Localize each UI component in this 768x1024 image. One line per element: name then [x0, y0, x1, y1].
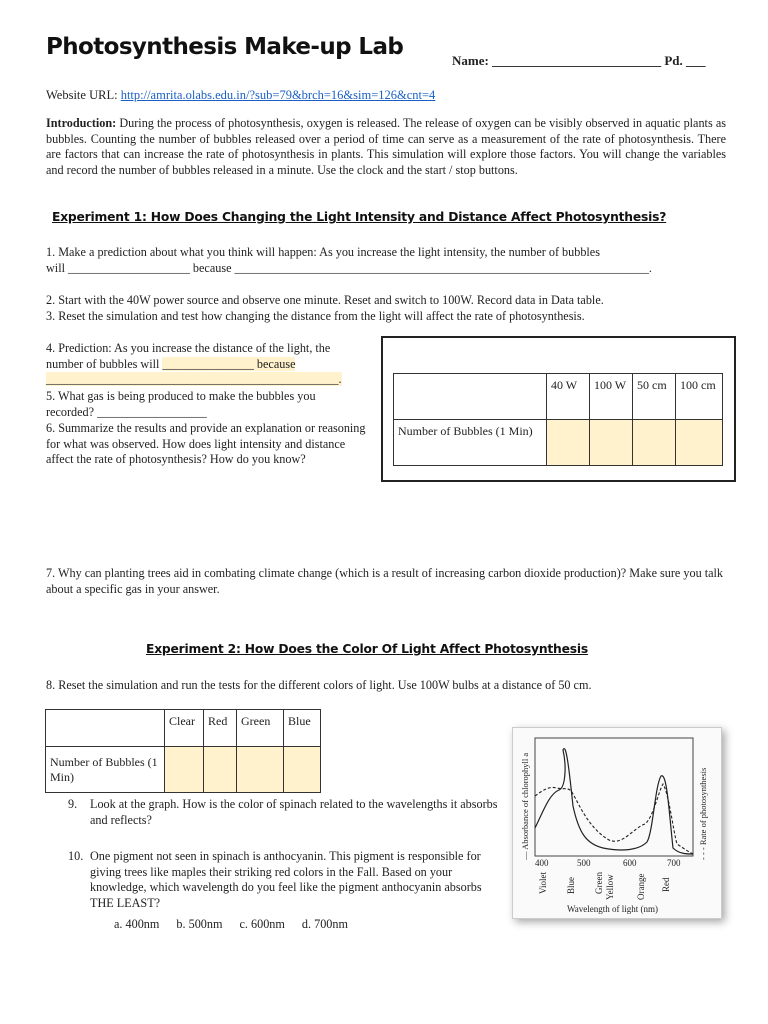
color-label: Red — [661, 877, 671, 892]
q10-text: One pigment not seen in spinach is anthocyanin. This pigment is responsible for giving trees like maples their striking red colors in the Fall. Based on your knowledge, which wavelength do you feel like the pigment anthocyanin absorbs THE LEAST? — [90, 849, 482, 910]
col-header: Blue — [284, 710, 321, 747]
exp2-data-table — [45, 709, 321, 793]
table-row — [46, 710, 321, 747]
q9-text: Look at the graph. How is the color of spinach related to the wavelengths it absorbs and reflects? — [90, 797, 498, 827]
photosynthesis-rate-curve — [535, 784, 693, 854]
q4-blank-1[interactable]: _______________ because — [162, 356, 296, 371]
page-title: Photosynthesis Make-up Lab — [46, 34, 404, 60]
color-label: Green — [594, 872, 604, 894]
row-label: Number of Bubbles (1 Min) — [394, 420, 547, 466]
intro-label: Introduction: — [46, 116, 117, 130]
q4 — [46, 341, 368, 388]
tick-label: 600 — [623, 858, 637, 868]
choice-a[interactable]: a. 400nm — [114, 917, 160, 931]
q10 — [68, 849, 488, 911]
answer-cell-clear[interactable] — [165, 747, 204, 793]
col-header: Green — [237, 710, 284, 747]
color-label: Orange — [636, 873, 646, 900]
choice-c[interactable]: c. 600nm — [239, 917, 285, 931]
q2: 2. Start with the 40W power source and observe one minute. Reset and switch to 100W. Record data in Data table. — [46, 293, 604, 307]
q10-choices — [114, 917, 348, 933]
q3: 3. Reset the simulation and test how changing the distance from the light will affect the rate of photosynthesis. — [46, 309, 585, 323]
q1-line2: will ____________________ because ____________________________________________________________________. — [46, 260, 652, 275]
answer-cell-green[interactable] — [237, 747, 284, 793]
q6: 6. Summarize the results and provide an explanation or reasoning for what was observed. How does light intensity and distance affect the rate of photosynthesis? How do you know? — [46, 421, 366, 466]
introduction — [46, 116, 726, 178]
row-label: Number of Bubbles (1 Min) — [46, 747, 165, 793]
answer-cell-40w[interactable] — [547, 420, 590, 466]
spectrum-svg — [513, 728, 721, 918]
website-link[interactable]: http://amrita.olabs.edu.in/?sub=79&brch=16&sim=126&cnt=4 — [120, 88, 436, 102]
col-header: 100 cm — [676, 374, 723, 420]
col-header: Clear — [165, 710, 204, 747]
answer-cell-100w[interactable] — [590, 420, 633, 466]
color-label: Violet — [538, 872, 548, 894]
absorbance-spectrum-graph — [512, 727, 722, 919]
x-axis-label: Wavelength of light (nm) — [567, 904, 659, 914]
website-line — [46, 88, 435, 104]
name-period-field[interactable]: Name: __________________________ Pd. ___ — [452, 53, 706, 68]
q10-number: 10. — [68, 849, 84, 863]
choice-b[interactable]: b. 500nm — [176, 917, 223, 931]
q4-blank-2[interactable]: ________________________________________________. — [46, 372, 342, 386]
intro-text: During the process of photosynthesis, oxygen is released. The release of oxygen can be visibly observed in aquatic plants as bubbles. Counting the number of bubbles released over a period of time can serve as a measurement of the rate of photosynthesis. There are factors that can increase the rate of photosynthesis in plants. This simulation will explore those factors. You will change the variables and record the number of bubbles released in a minute. Use the clock and the start / stop buttons. — [46, 116, 726, 177]
q9 — [68, 797, 498, 828]
y-axis-label-left: — Absorbance of chlorophyll a — [520, 752, 530, 860]
table-row — [46, 747, 321, 793]
answer-cell-100cm[interactable] — [676, 420, 723, 466]
color-label: Blue — [566, 877, 576, 894]
answer-cell-50cm[interactable] — [633, 420, 676, 466]
plot-area — [535, 738, 693, 856]
website-label: Website URL: — [46, 88, 118, 102]
answer-cell-blue[interactable] — [284, 747, 321, 793]
q1 — [46, 245, 652, 276]
q4-text: 4. Prediction: As you increase the distance of the light, the number of bubbles will — [46, 341, 331, 371]
table-corner — [394, 374, 547, 420]
q1-line1: 1. Make a prediction about what you think will happen: As you increase the light intensity, the number of bubbles — [46, 245, 600, 259]
table-row — [394, 374, 723, 420]
tick-label: 700 — [667, 858, 681, 868]
col-header: Red — [204, 710, 237, 747]
q5: 5. What gas is being produced to make the bubbles you recorded? __________________ — [46, 389, 316, 419]
q8: 8. Reset the simulation and run the tests for the different colors of light. Use 100W bulbs at a distance of 50 cm. — [46, 678, 592, 692]
chlorophyll-absorbance-curve — [535, 749, 693, 854]
table-corner — [46, 710, 165, 747]
answer-cell-red[interactable] — [204, 747, 237, 793]
col-header: 100 W — [590, 374, 633, 420]
col-header: 40 W — [547, 374, 590, 420]
q9-number: 9. — [68, 797, 78, 811]
tick-label: 500 — [577, 858, 591, 868]
choice-d[interactable]: d. 700nm — [301, 917, 348, 931]
exp1-data-table — [393, 373, 723, 466]
y-axis-label-right: - - - Rate of photosynthesis — [698, 767, 708, 860]
tick-label: 400 — [535, 858, 549, 868]
table-row — [394, 420, 723, 466]
exp1-heading: Experiment 1: How Does Changing the Light Intensity and Distance Affect Photosynthesis? — [52, 210, 667, 224]
color-label: Yellow — [605, 874, 615, 900]
exp2-heading: Experiment 2: How Does the Color Of Light Affect Photosynthesis — [146, 642, 589, 656]
q7: 7. Why can planting trees aid in combating climate change (which is a result of increasing carbon dioxide production)? Make sure you talk about a specific gas in your answer. — [46, 566, 723, 596]
col-header: 50 cm — [633, 374, 676, 420]
